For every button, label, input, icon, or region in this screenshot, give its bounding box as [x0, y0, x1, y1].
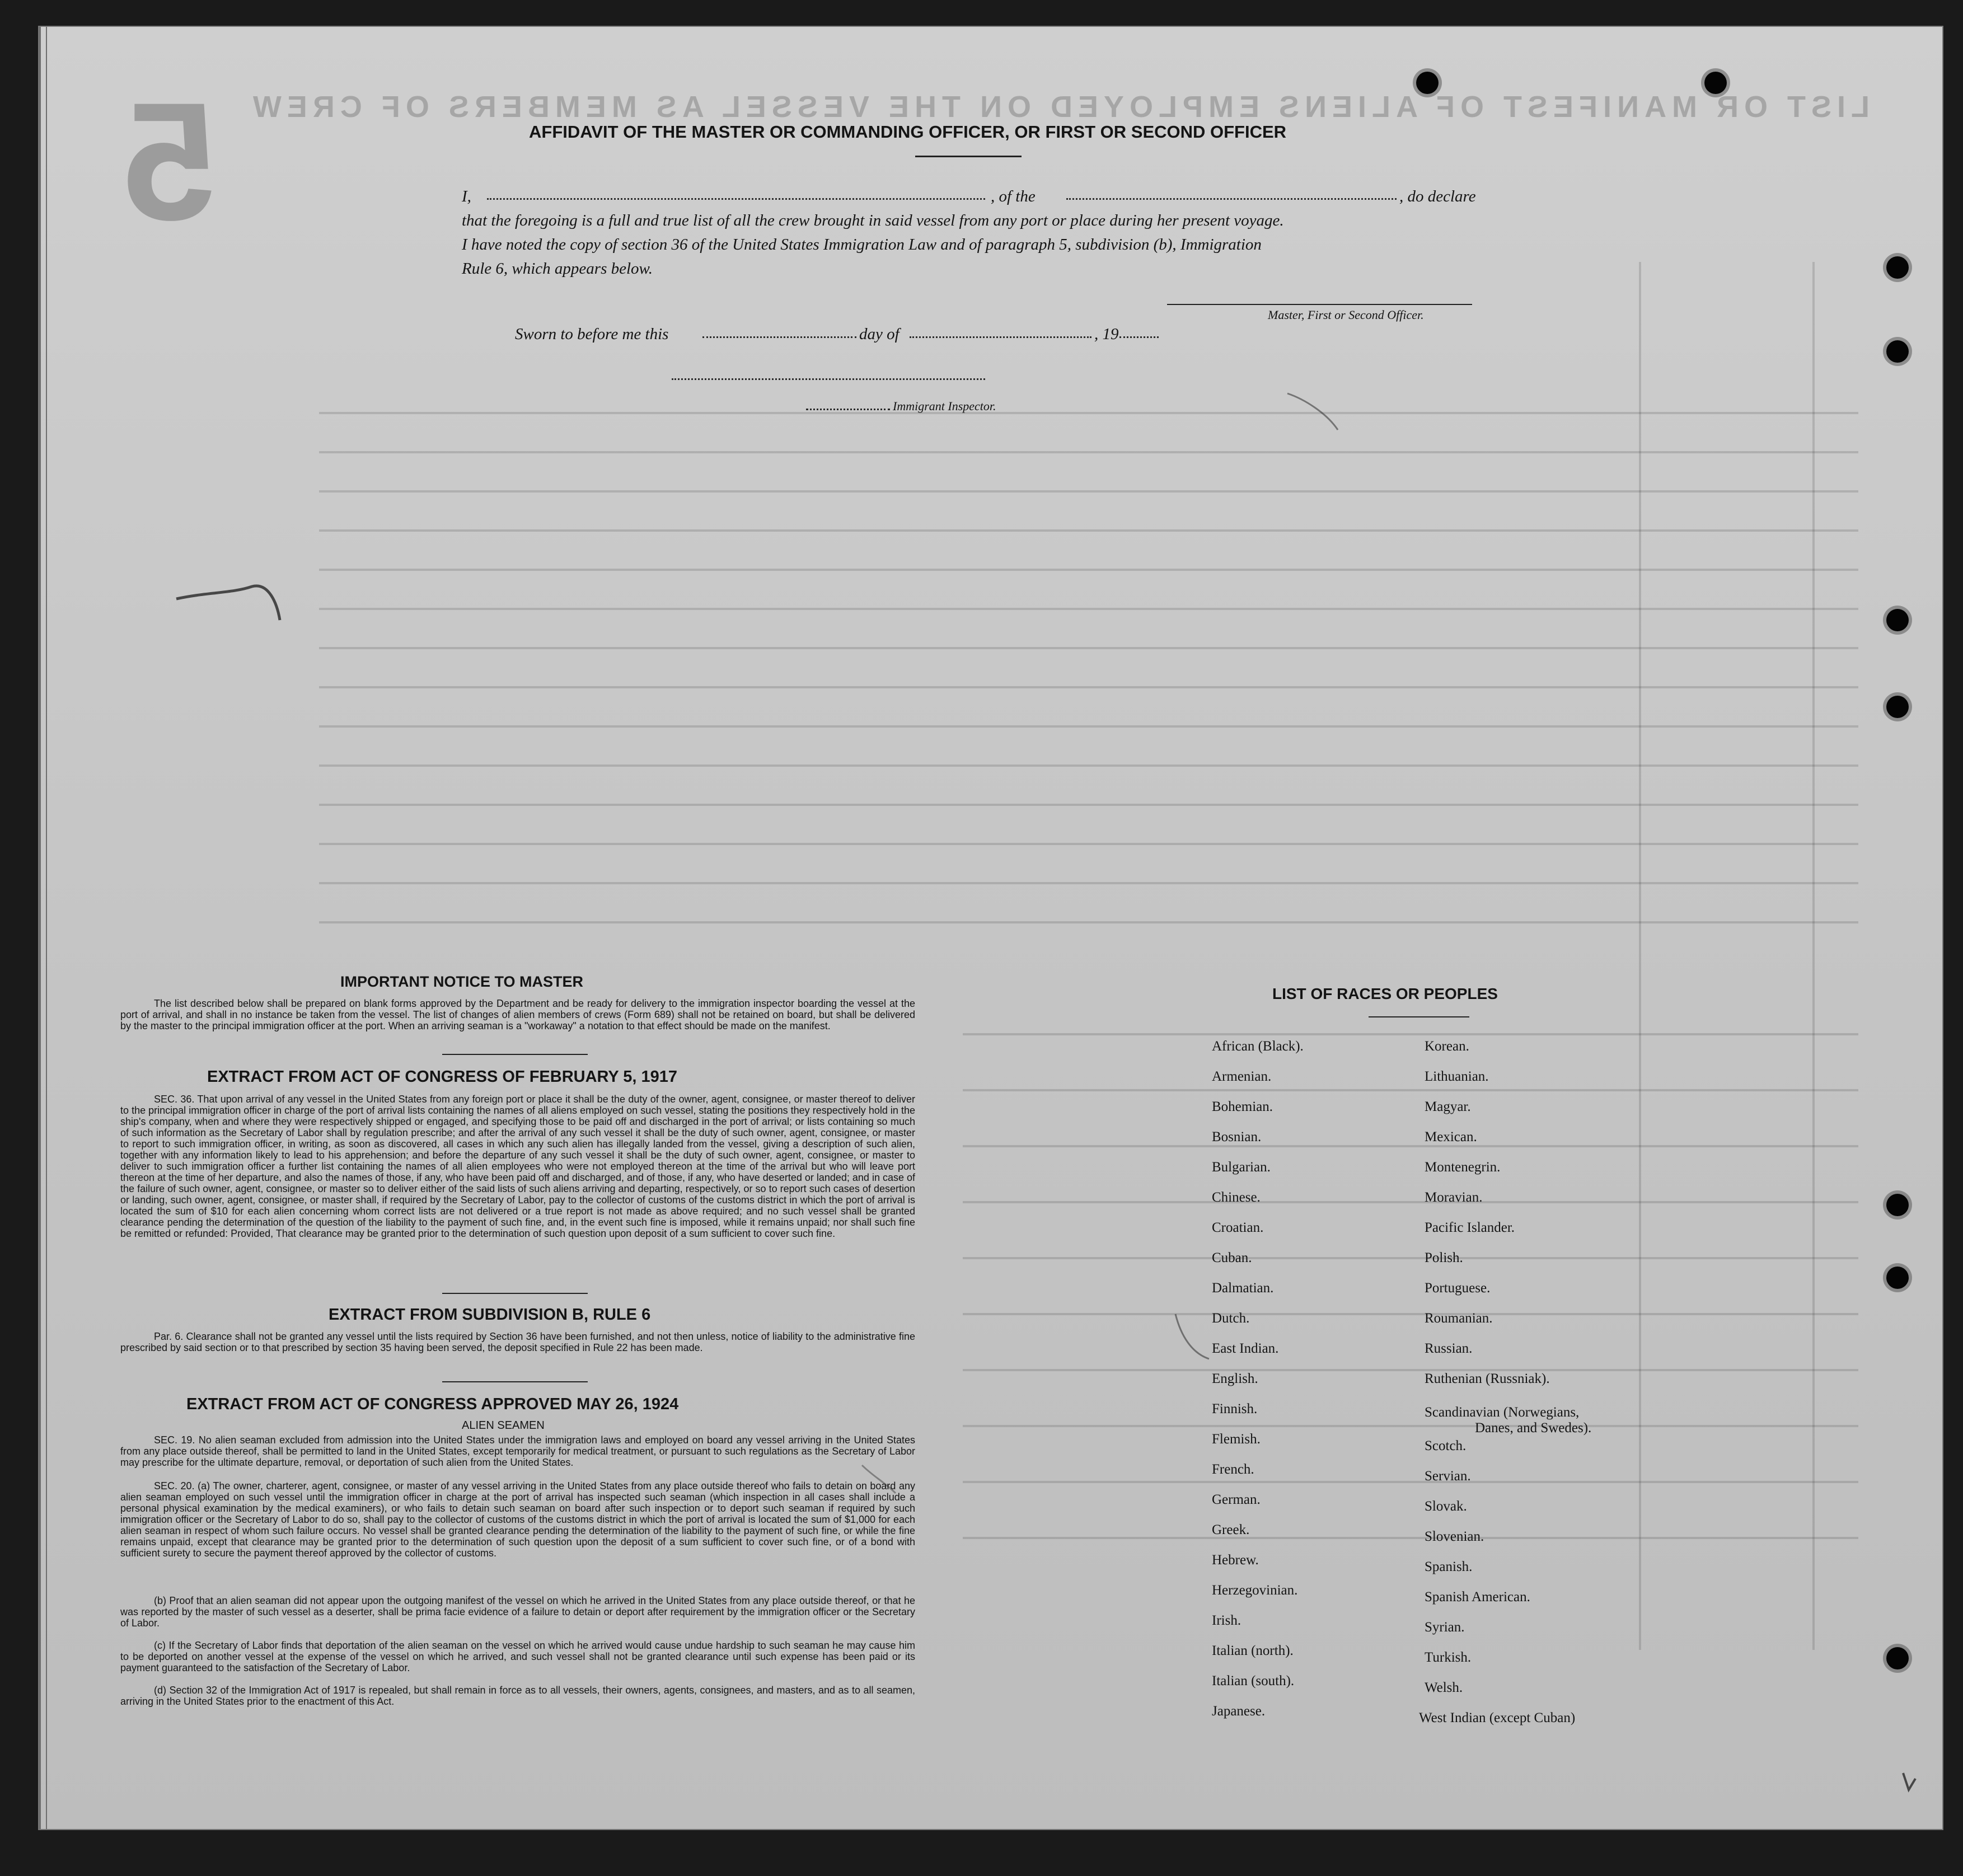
signature-label: Master, First or Second Officer. — [1268, 308, 1424, 322]
sworn-day-field[interactable] — [702, 336, 856, 338]
sworn-prefix: Sworn to before me this — [515, 325, 669, 343]
rule-6-text: Par. 6. Clearance shall not be granted any vessel until the lists required by Section 36 have been furnished, and not then unless, notice of liability to the administrative fine prescribed by said section or to that prescribed by section 35 having been served, the deposit specified in Rule 22 has been made. — [120, 1331, 915, 1353]
race-item: English. — [1212, 1371, 1258, 1386]
race-item: Chinese. — [1212, 1190, 1261, 1205]
affidavit-of-the: , of the — [991, 187, 1036, 205]
race-item: Pacific Islander. — [1425, 1220, 1515, 1235]
affidavit-line-3: I have noted the copy of section 36 of the United States Immigration Law and of paragraph 5, subdivision (b), Immigration — [462, 236, 1262, 254]
master-name-field[interactable] — [487, 198, 985, 200]
inspector-label: Immigrant Inspector. — [893, 399, 996, 413]
affidavit-line-4: Rule 6, which appears below. — [462, 260, 653, 278]
race-item: Moravian. — [1425, 1190, 1483, 1205]
race-item: Mexican. — [1425, 1129, 1477, 1145]
act-1924-sec-20c: (c) If the Secretary of Labor finds that deportation of the alien seaman on the vessel on which he arrived would cause undue hardship to such seaman he may cause him to be deported on another vessel at the expense of the vessel on which he arrived, and such vessel shall not be granted clearance until such expense has been paid or its payment guaranteed to the satisfaction of the Secretary of Labor. — [120, 1640, 915, 1673]
race-item: Croatian. — [1212, 1220, 1264, 1235]
race-item: Slovak. — [1425, 1499, 1467, 1514]
bleed-through-mark: 5 — [123, 67, 217, 255]
race-item: Bulgarian. — [1212, 1160, 1271, 1175]
act-1917-text: SEC. 36. That upon arrival of any vessel in the United States from any foreign port or place it shall be the duty of the owner, agent, consignee, or master thereof to deliver to the principal immigration officer in charge of the port of arrival lists containing the names of all aliens employed on such vessel, stating the positions they respectively hold in the ship's company, when and where they were respectively shipped or engaged, and specifying those to be paid off and discharged in the port of arrival; or lists containing so much of such information as the Secretary of Labor shall by regulation prescribe; and after the arrival of any such vessel it shall be the duty of such owner, agent, consignee, or master to report to such immigration officer, in writing, as soon as discovered, all cases in which any such alien has illegally landed from the vessel, giving a description of such alien, together with any information likely to lead to his apprehension; and before the departure of any such vessel it shall be the duty of such owner, agent, consignee, or master to deliver to such immigration officer a further list containing the names of all alien employees who were not employed thereon at the time of the arrival but who will leave port thereon at the time of her departure, and also the names of those, if any, who have been paid off and discharged, and of those, if any, who have deserted or landed; and in case of the failure of such owner, agent, consignee, or master so to deliver either of the said lists of such aliens arriving and departing, respectively, or so to report such cases of desertion or landing, such owner, agent, consignee, or master shall, if required by the Secretary of Labor, pay to the collector of customs of the customs district in which the port of arrival is located the sum of $10 for each alien concerning whom correct lists are not delivered or a true report is not made as above required; and no such vessel shall be granted clearance pending the determination of the question of the liability to the payment of such fine, and, in the event such fine is imposed, while it remains unpaid; nor shall such fine be remitted or refunded: Provided, That clearance may be granted prior to the determination of such question upon deposit of a sum sufficient to cover such fine. — [120, 1094, 915, 1239]
race-item: Spanish American. — [1425, 1589, 1530, 1605]
race-item: Portuguese. — [1425, 1281, 1491, 1296]
divider — [442, 1054, 588, 1055]
race-item: Armenian. — [1212, 1069, 1272, 1084]
race-item: Scandinavian (Norwegians, — [1425, 1405, 1580, 1420]
race-item: Finnish. — [1212, 1401, 1258, 1417]
act-1924-sec-20d: (d) Section 32 of the Immigration Act of 1917 is repealed, but shall remain in force as to all vessels, their owners, agents, consignees, and masters, and as to all seamen, arriving in the United States prior to the enactment of this Act. — [120, 1685, 915, 1707]
act-1924-title: EXTRACT FROM ACT OF CONGRESS APPROVED MAY 26, 1924 — [186, 1395, 679, 1413]
act-1917-title: EXTRACT FROM ACT OF CONGRESS OF FEBRUARY 5, 1917 — [207, 1068, 678, 1086]
act-1924-sec-20b: (b) Proof that an alien seaman did not appear upon the outgoing manifest of the vessel on which he arrived in the United States from any place outside thereof, or that he was reported by the master of such vessel as a deserter, shall be prima facie evidence of a failure to detain or deport after requirement by the immigration officer or the Secretary of Labor. — [120, 1595, 915, 1629]
sworn-year-field[interactable] — [1119, 336, 1159, 338]
race-item: Slovenian. — [1425, 1529, 1484, 1544]
race-item: German. — [1212, 1492, 1261, 1507]
act-1924-sec-19: SEC. 19. No alien seaman excluded from admission into the United States under the immigration laws and employed on board any vessel arriving in the United States from any place outside thereof, shall be permitted to land in the United States, except temporarily for medical treatment, or pursuant to such regulations as the Secretary of Labor may prescribe for the ultimate departure, removal, or deportation of such alien from the United States. — [120, 1434, 915, 1468]
bleed-through-title: LIST OR MANIFEST OF ALIENS EMPLOYED ON THE VESSEL AS MEMBERS OF CREW — [247, 90, 1870, 124]
race-item: Lithuanian. — [1425, 1069, 1489, 1084]
race-item: French. — [1212, 1462, 1254, 1477]
race-item: Magyar. — [1425, 1099, 1471, 1114]
document-page — [39, 27, 1942, 1829]
race-item: Herzegovinian. — [1212, 1583, 1298, 1598]
race-item: Greek. — [1212, 1522, 1250, 1537]
race-item: Danes, and Swedes). — [1475, 1420, 1592, 1436]
race-item: Dalmatian. — [1212, 1281, 1274, 1296]
sworn-month-field[interactable] — [910, 336, 1091, 338]
races-title: LIST OF RACES OR PEOPLES — [1272, 985, 1498, 1002]
notice-title: IMPORTANT NOTICE TO MASTER — [340, 973, 583, 990]
inspector-signature-field[interactable] — [672, 378, 985, 380]
sworn-day-of: day of — [859, 325, 899, 343]
race-item: Scotch. — [1425, 1438, 1467, 1453]
affidavit-title: AFFIDAVIT OF THE MASTER OR COMMANDING OFFICER, OR FIRST OR SECOND OFFICER — [529, 122, 1287, 142]
race-item: Roumanian. — [1425, 1311, 1493, 1326]
race-item: Korean. — [1425, 1039, 1469, 1054]
race-item: Servian. — [1425, 1469, 1471, 1484]
affidavit-do-declare: , do declare — [1399, 187, 1476, 205]
signature-line[interactable] — [1167, 304, 1472, 305]
race-item: Turkish. — [1425, 1650, 1472, 1665]
affidavit-i: I, — [462, 187, 471, 205]
race-item: Flemish. — [1212, 1432, 1261, 1447]
race-item: Polish. — [1425, 1250, 1463, 1265]
race-item: Irish. — [1212, 1613, 1241, 1628]
race-item: East Indian. — [1212, 1341, 1279, 1356]
race-item: Bohemian. — [1212, 1099, 1273, 1114]
divider — [442, 1381, 588, 1382]
notice-text: The list described below shall be prepared on blank forms approved by the Department and be ready for delivery to the immigration inspector boarding the vessel at the port of arrival, and shall in no instance be taken from the vessel. The list of changes of alien members of crews (Form 689) shall not be retained on board, but shall be delivered by the master to the principal immigration officer at the port. When an arriving seaman is a "workaway" a notation to that effect should be made on the manifest. — [120, 998, 915, 1031]
race-item: Russian. — [1425, 1341, 1473, 1356]
sworn-year: , 19 — [1094, 325, 1119, 343]
race-item: Hebrew. — [1212, 1553, 1259, 1568]
divider — [915, 156, 1022, 157]
race-item: Spanish. — [1425, 1559, 1473, 1574]
race-item: Bosnian. — [1212, 1129, 1262, 1145]
act-1924-subtitle: ALIEN SEAMEN — [462, 1419, 545, 1432]
race-item: Ruthenian (Russniak). — [1425, 1371, 1550, 1386]
inspector-dots — [806, 409, 890, 410]
affidavit-line-2: that the foregoing is a full and true list of all the crew brought in said vessel from any port or place during her present voyage. — [462, 212, 1284, 229]
divider — [442, 1293, 588, 1294]
race-item: Montenegrin. — [1425, 1160, 1501, 1175]
race-item: Cuban. — [1212, 1250, 1252, 1265]
divider — [1369, 1016, 1469, 1017]
race-item: Japanese. — [1212, 1704, 1266, 1719]
race-item: African (Black). — [1212, 1039, 1304, 1054]
bleed-through-rows — [39, 27, 1942, 1829]
race-item: Italian (south). — [1212, 1673, 1295, 1689]
race-item: West Indian (except Cuban) — [1419, 1710, 1576, 1725]
race-item: Italian (north). — [1212, 1643, 1294, 1658]
race-item: Dutch. — [1212, 1311, 1250, 1326]
vessel-name-field[interactable] — [1066, 198, 1397, 200]
race-item: Syrian. — [1425, 1620, 1465, 1635]
race-item: Welsh. — [1425, 1680, 1463, 1695]
act-1924-sec-20a: SEC. 20. (a) The owner, charterer, agent, consignee, or master of any vessel arriving in the United States from any place outside thereof who fails to detain on board any alien seaman employed on such vessel until the immigration officer in charge at the port of arrival has inspected such seaman (which inspection in all cases shall include a personal physical examination by the medical examiners), or who fails to detain such seaman on board after such inspection or to deport such seaman if required by such immigration officer or the Secretary of Labor to do so, shall pay to the collector of customs of the customs district in which the port of arrival is located the sum of $1,000 for each alien seaman in respect of whom such failure occurs. No vessel shall be granted clearance pending the determination of the liability to the payment of such fine, or while the fine remains unpaid, except that clearance may be granted prior to the determination of such question upon the deposit of a sum sufficient to cover such fine, or of a bond with sufficient surety to secure the payment thereof approved by the collector of customs. — [120, 1480, 915, 1559]
rule-6-title: EXTRACT FROM SUBDIVISION B, RULE 6 — [329, 1306, 651, 1324]
